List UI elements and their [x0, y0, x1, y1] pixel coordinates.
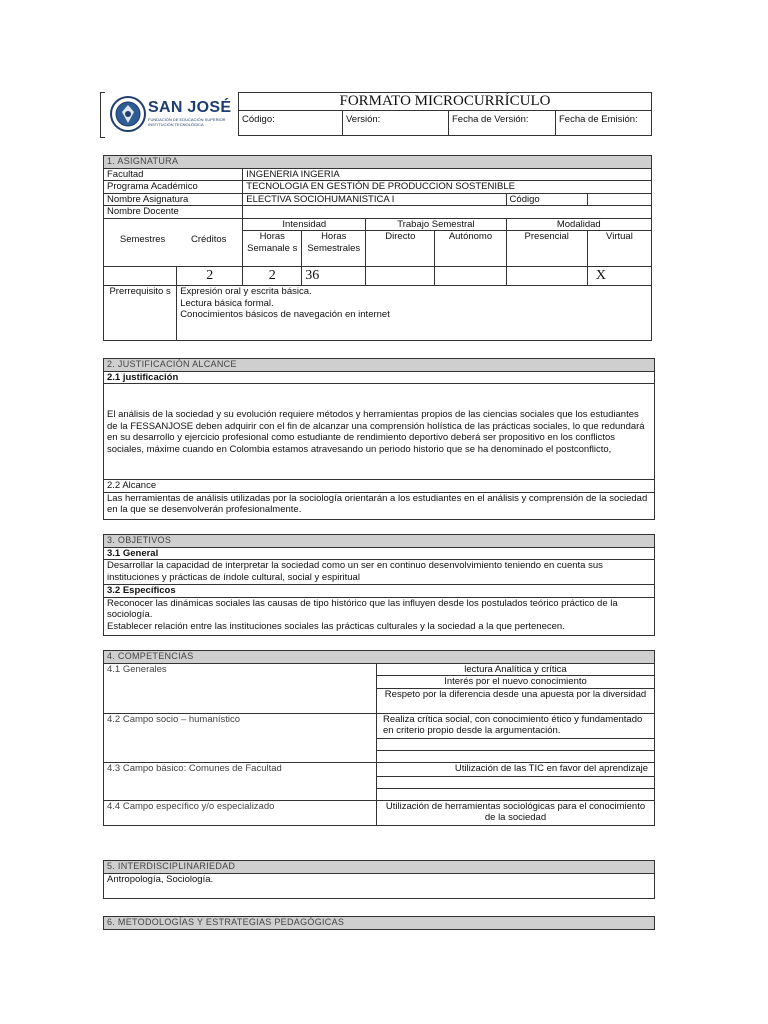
section-metodologias — [103, 916, 655, 930]
facultad-label: Facultad — [104, 168, 243, 181]
alcance-subheading: 2.2 Alcance — [104, 480, 655, 493]
horas-semanales-value: 2 — [243, 267, 302, 286]
socio-empty — [377, 750, 655, 762]
presencial-value — [506, 267, 587, 286]
semestres-creditos-header — [104, 218, 243, 267]
general-text: Desarrollar la capacidad de interpretar la sociedad como un ser en continuo desenvolvimiento teniendo en cuenta sus instituciones y prácticas de índole cultural, social y espiritual — [104, 560, 655, 585]
basico-label: 4.3 Campo básico: Comunes de Facultad — [104, 762, 377, 800]
especifico-item: Utilización de herramientas sociológicas para el conocimiento de la sociedad — [377, 800, 655, 825]
virtual-header: Virtual — [587, 231, 651, 267]
autonomo-header: Autónomo — [435, 231, 506, 267]
general-item: lectura Analítica y crítica — [377, 663, 655, 676]
alcance-text: Las herramientas de análisis utilizadas por la sociología orientarán a los estudiantes en el análisis y comprensión de la sociedad en la que se desenvolverán profesionalmente. — [104, 492, 655, 519]
codigo-label: Código — [506, 193, 587, 206]
justificacion-text: El análisis de la sociedad y su evolución requiere métodos y herramientas propios de las ciencias sociales que los estudiantes de la FESSANJOSE deben adquirir con el fin de alcanzar una comprensión holística de las prácticas sociales, lo que redundará en su desarrollo y ejercicio profesional como estudiante de rendimiento deportivo deberá ser propositivo en los conflictos sociales, máxime cuando en Colombia estamos atravesando un periodo historio que se ha denominado el postconflicto, — [104, 384, 655, 480]
section-asignatura — [103, 155, 652, 341]
semestres-header: Semestres — [119, 233, 166, 245]
general-item: Interés por el nuevo conocimiento — [377, 676, 655, 689]
logo — [100, 92, 238, 136]
section-heading: 1. ASIGNATURA — [104, 156, 652, 169]
seal-icon — [110, 96, 146, 132]
facultad-value: INGENERIA INGERIA — [243, 168, 652, 181]
trabajo-semestral-header: Trabajo Semestral — [366, 218, 506, 231]
section-heading: 2. JUSTIFICACIÓN ALCANCE — [104, 359, 655, 372]
programa-label: Programa Académico — [104, 181, 243, 194]
docente-value — [243, 206, 652, 219]
justificacion-subheading: 2.1 justificación — [104, 371, 655, 384]
nombre-value: ELECTIVA SOCIOHUMANISTICA I — [243, 193, 506, 206]
modalidad-header: Modalidad — [506, 218, 651, 231]
programa-value: TECNOLOGIA EN GESTIÓN DE PRODUCCION SOSTENIBLE — [243, 181, 652, 194]
socio-empty — [377, 738, 655, 750]
section-objetivos — [103, 534, 655, 636]
especificos-subheading: 3.2 Específicos — [104, 585, 655, 598]
semestres-value — [104, 267, 177, 286]
horas-semanales-header: Horas Semanale s — [243, 231, 302, 267]
directo-value — [366, 267, 435, 286]
page-title: FORMATO MICROCURRÍCULO — [239, 93, 652, 111]
fecha-version-field: Fecha de Versión: — [449, 111, 556, 136]
socio-label: 4.2 Campo socio – humanístico — [104, 713, 377, 762]
fecha-emision-field: Fecha de Emisión: — [556, 111, 652, 136]
generales-label: 4.1 Generales — [104, 663, 377, 713]
general-item: Respeto por la diferencia desde una apuesta por la diversidad — [377, 688, 655, 713]
codigo-field: Código: — [239, 111, 343, 136]
horas-semestrales-value: 36 — [302, 267, 366, 286]
section-heading: 5. INTERDISCIPLINARIEDAD — [104, 861, 655, 874]
section-heading: 4. COMPETENCIAS — [104, 651, 655, 664]
virtual-value: X — [587, 267, 651, 286]
prerrequisitos-list: Expresión oral y escrita básica. Lectura básica formal. Conocimientos básicos de navegación en internet — [177, 286, 652, 341]
especificos-text: Reconocer las dinámicas sociales las causas de tipo histórico que las influyen desde los postulados teórico práctico de la sociología. Establecer relación entre las instituciones sociales las prácticas culturales y la sociedad a la que pertenecen. — [104, 597, 655, 635]
version-field: Versión: — [343, 111, 449, 136]
docente-label: Nombre Docente — [104, 206, 243, 219]
horas-semestrales-header: Horas Semestrales — [302, 231, 366, 267]
interdisciplinariedad-text: Antropología, Sociología. — [104, 873, 655, 898]
section-heading: 6. METODOLOGÍAS Y ESTRATEGIAS PEDAGÓGICAS — [104, 917, 655, 930]
basico-empty — [377, 776, 655, 788]
presencial-header: Presencial — [506, 231, 587, 267]
basico-empty — [377, 788, 655, 800]
header-table — [238, 92, 652, 136]
logo-text: SAN JOSÉ — [148, 99, 232, 116]
creditos-header: Créditos — [191, 233, 227, 245]
basico-item: Utilización de las TIC en favor del aprendizaje — [377, 762, 655, 776]
socio-item: Realiza crítica social, con conocimiento ético y fundamentado en criterio propio desde la argumentación. — [377, 713, 655, 738]
creditos-value: 2 — [177, 267, 243, 286]
codigo-value — [587, 193, 651, 206]
nombre-label: Nombre Asignatura — [104, 193, 243, 206]
prerrequisitos-label: Prerrequisito s — [104, 286, 177, 341]
directo-header: Directo — [366, 231, 435, 267]
section-interdisciplinariedad — [103, 860, 655, 899]
autonomo-value — [435, 267, 506, 286]
intensidad-header: Intensidad — [243, 218, 366, 231]
general-subheading: 3.1 General — [104, 547, 655, 560]
section-heading: 3. OBJETIVOS — [104, 535, 655, 548]
section-competencias — [103, 650, 655, 826]
especifico-label: 4.4 Campo específico y/o especializado — [104, 800, 377, 825]
section-justificacion — [103, 358, 655, 520]
logo-subtext: FUNDACIÓN DE EDUCACIÓN SUPERIOR INSTITUCIÓN TECNOLÓGICA — [148, 117, 226, 127]
